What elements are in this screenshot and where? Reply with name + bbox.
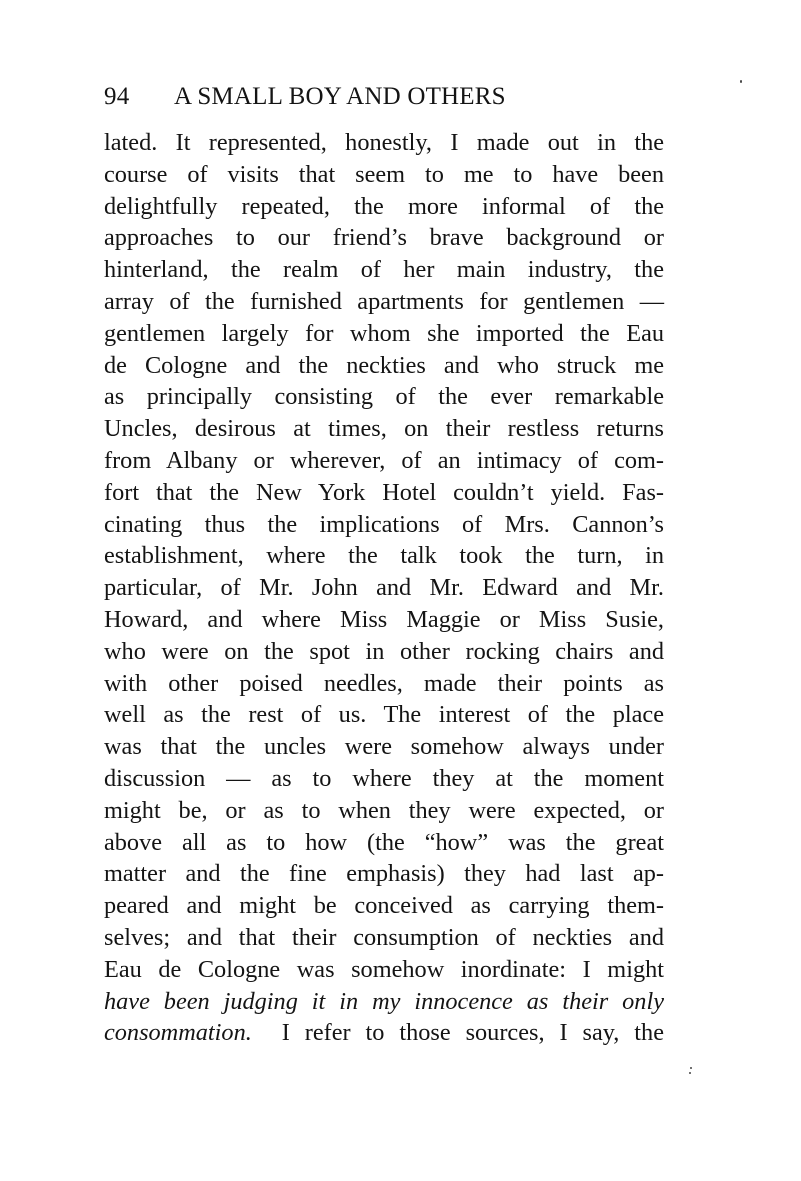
text-line: with other poised needles, made their points as bbox=[104, 669, 664, 697]
text-line: Howard, and where Miss Maggie or Miss Susie, bbox=[104, 605, 664, 633]
scan-speck bbox=[689, 1072, 691, 1074]
text-line: matter and the fine emphasis) they had last ap- bbox=[104, 860, 664, 888]
text-line: hinterland, the realm of her main industry, the bbox=[104, 256, 664, 284]
running-title: A SMALL BOY AND OTHERS bbox=[174, 83, 506, 110]
scan-speck bbox=[740, 80, 742, 83]
body-text bbox=[104, 127, 664, 1049]
text-line: discussion — as to where they at the moment bbox=[104, 764, 664, 792]
text-line: gentlemen largely for whom she imported the Eau bbox=[104, 319, 664, 347]
italic-phrase: have been judging it in my innocence as their only bbox=[104, 987, 664, 1015]
page-number: 94 bbox=[104, 83, 130, 110]
text-line: as principally consisting of the ever remarkable bbox=[104, 383, 664, 411]
text-line: peared and might be conceived as carrying them- bbox=[104, 892, 664, 920]
text-line: selves; and that their consumption of neckties and bbox=[104, 923, 664, 951]
scan-speck bbox=[690, 1067, 692, 1069]
text-line-italic bbox=[104, 986, 664, 1018]
text-line: Uncles, desirous at times, on their restless returns bbox=[104, 415, 664, 443]
text-line: cinating thus the implications of Mrs. Cannon’s bbox=[104, 510, 664, 538]
text-line-remainder: I refer to those sources, I say, the bbox=[251, 1019, 664, 1047]
italic-word: consommation. bbox=[104, 1019, 252, 1047]
text-line: de Cologne and the neckties and who struck me bbox=[104, 351, 664, 379]
text-line: array of the furnished apartments for gentlemen — bbox=[104, 287, 664, 315]
text-line-mixed bbox=[104, 1017, 664, 1049]
text-line: well as the rest of us. The interest of the place bbox=[104, 701, 664, 729]
text-line: was that the uncles were somehow always under bbox=[104, 733, 664, 761]
text-line: who were on the spot in other rocking chairs and bbox=[104, 637, 664, 665]
text-line: above all as to how (the “how” was the great bbox=[104, 828, 664, 856]
text-line: from Albany or wherever, of an intimacy of com- bbox=[104, 446, 664, 474]
running-header bbox=[104, 80, 664, 114]
text-line: fort that the New York Hotel couldn’t yield. Fas- bbox=[104, 478, 664, 506]
text-line: particular, of Mr. John and Mr. Edward and Mr. bbox=[104, 574, 664, 602]
text-line: establishment, where the talk took the turn, in bbox=[104, 542, 664, 570]
text-line: Eau de Cologne was somehow inordinate: I might bbox=[104, 955, 664, 983]
text-line: course of visits that seem to me to have been bbox=[104, 160, 664, 188]
text-line: approaches to our friend’s brave background or bbox=[104, 224, 664, 252]
text-line: delightfully repeated, the more informal of the bbox=[104, 192, 664, 220]
text-line: lated. It represented, honestly, I made out in the bbox=[104, 129, 664, 156]
text-line: might be, or as to when they were expected, or bbox=[104, 796, 664, 824]
